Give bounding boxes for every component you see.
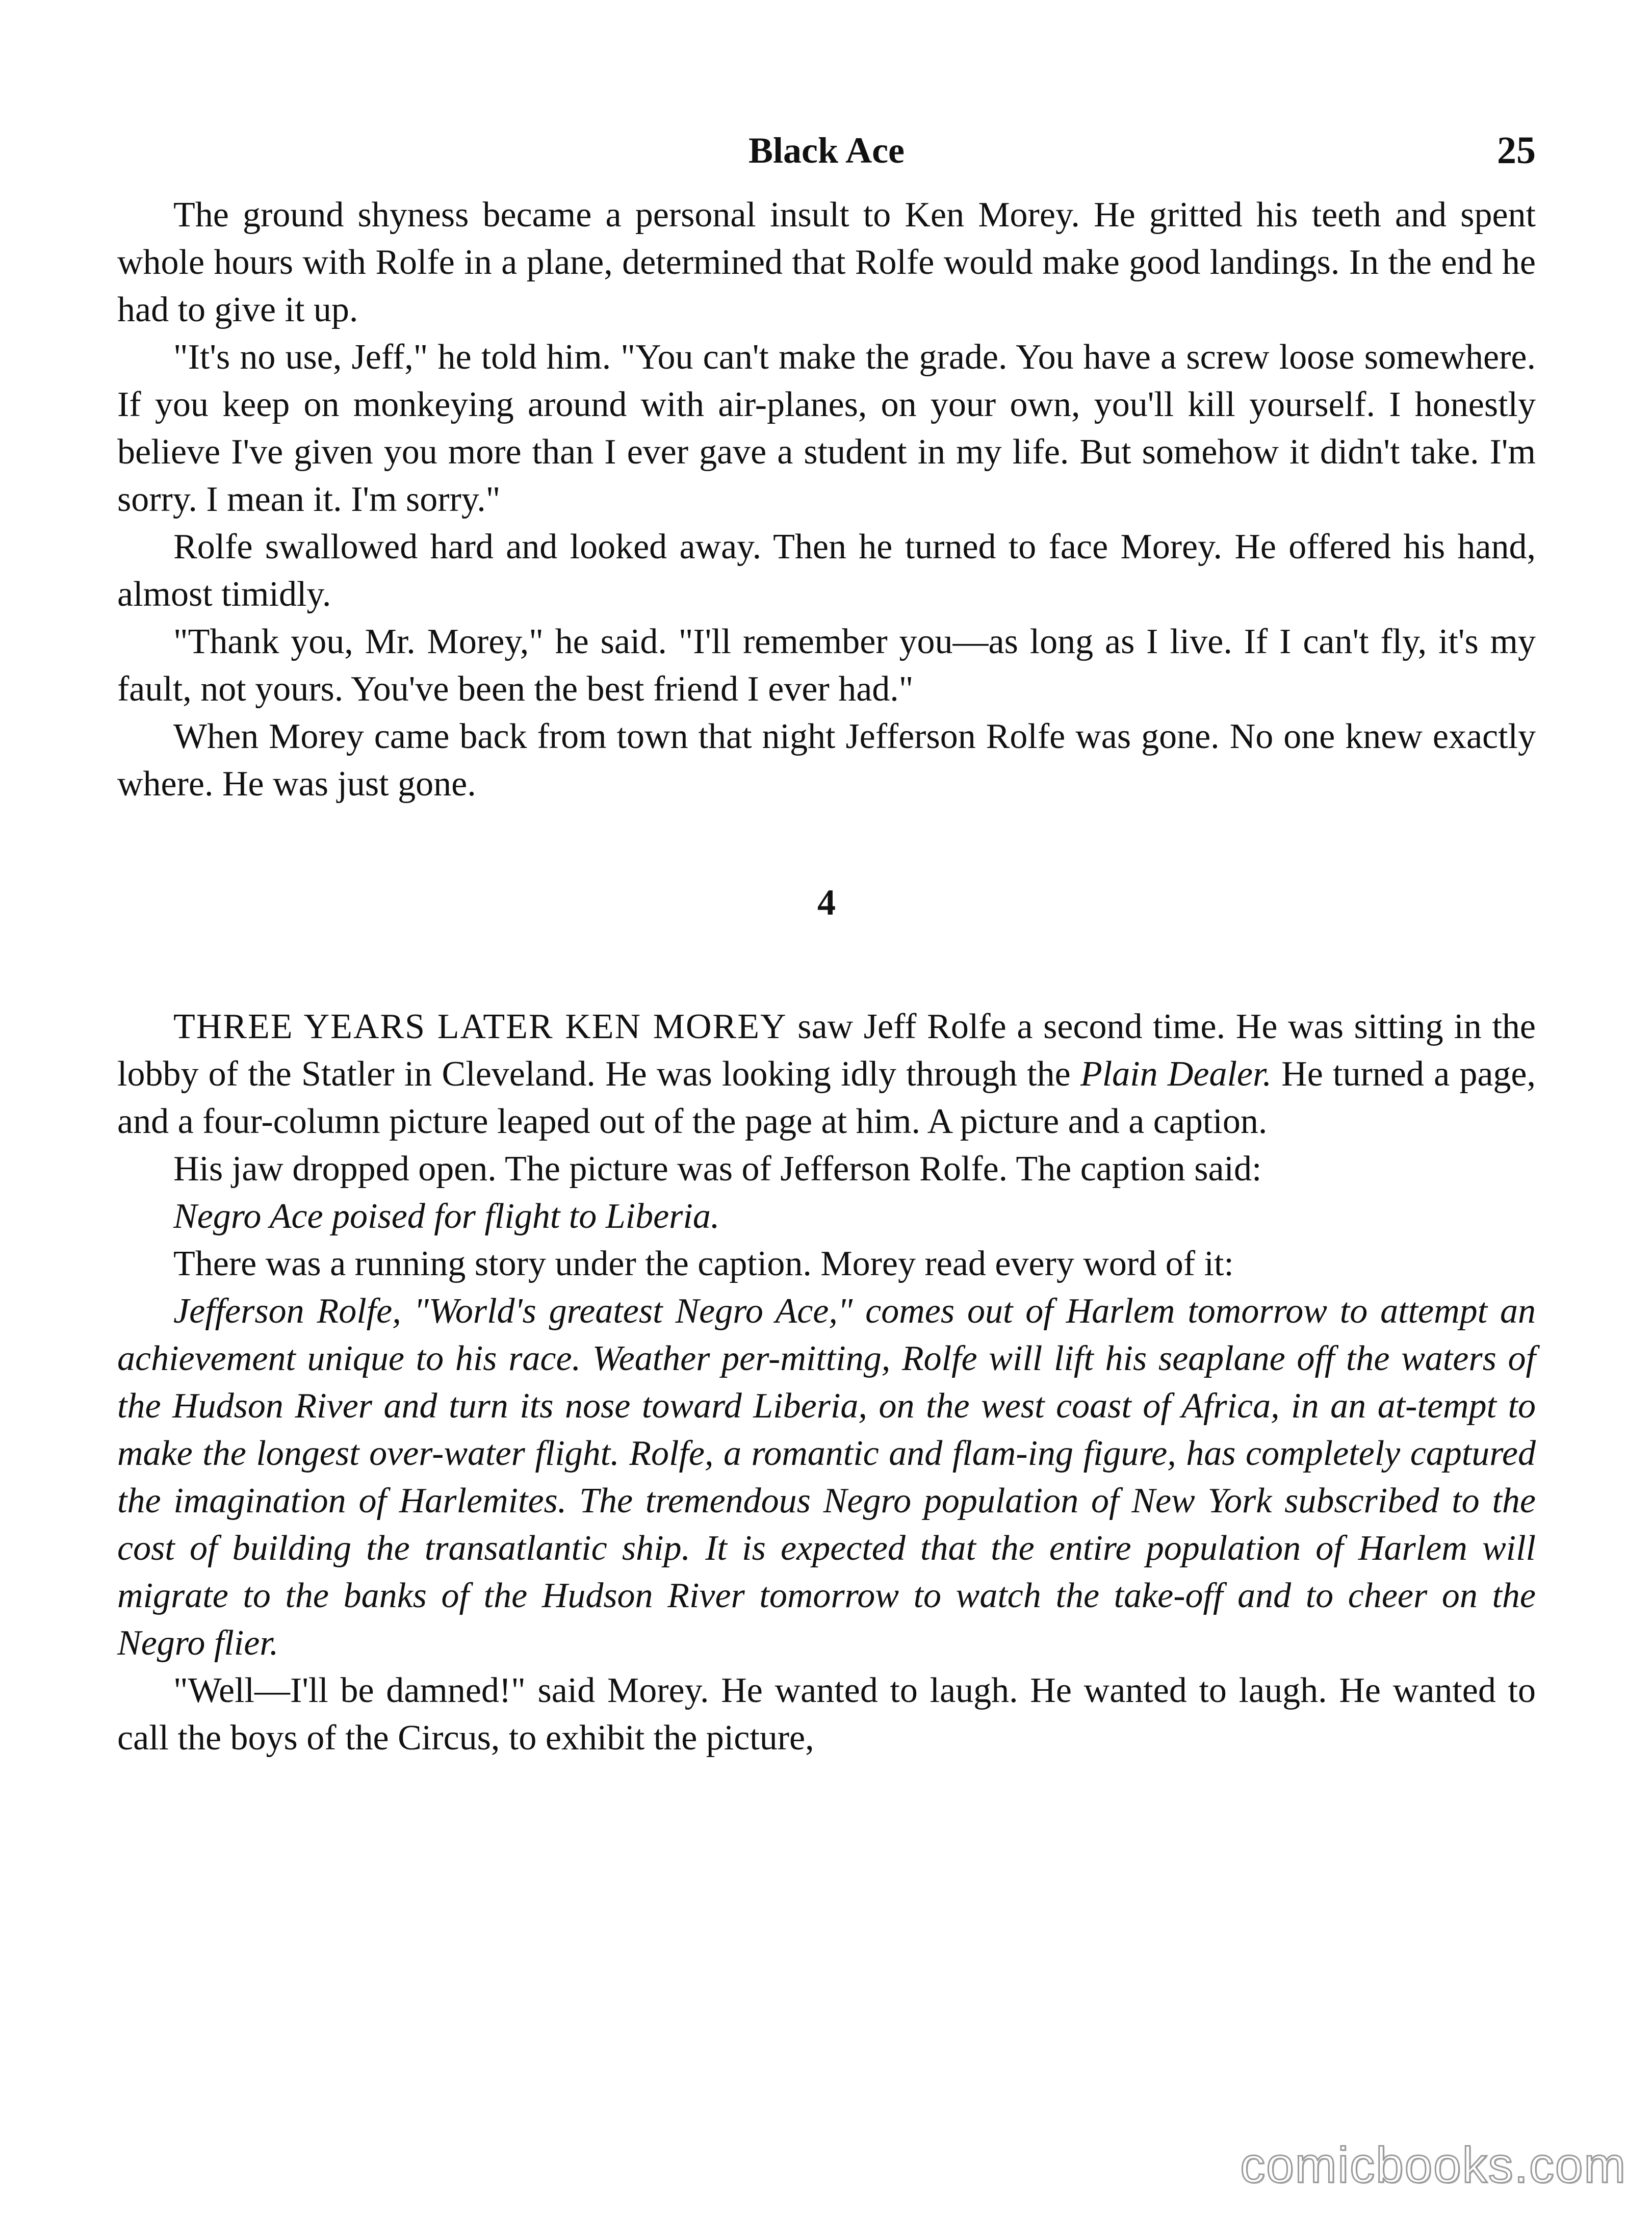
page-header (117, 122, 1536, 178)
page-number: 25 (1497, 129, 1536, 172)
paragraph: "It's no use, Jeff," he told him. "You can't make the grade. You have a screw loose somewhere. If you keep on monkeying around with air-planes, on your own, you'll kill yourself. I honestly believe I've given you more than I ever gave a student in my life. But somehow it didn't take. I'm sorry. I mean it. I'm sorry." (117, 338, 1536, 519)
paragraph: When Morey came back from town that night Jefferson Rolfe was gone. No one knew exactly where. He was just gone. (117, 717, 1536, 804)
paragraph: His jaw dropped open. The picture was of Jefferson Rolfe. The caption said: (173, 1149, 1262, 1189)
paragraph: There was a running story under the caption. Morey read every word of it: (173, 1244, 1234, 1283)
page-body (117, 191, 1536, 1762)
site-watermark: comicbooks.com (1240, 2137, 1627, 2193)
newspaper-title: Plain Dealer. (1080, 1054, 1272, 1094)
paragraph: "Well—I'll be damned!" said Morey. He wanted to laugh. He wanted to laugh. He wanted to call the boys of the Circus, to exhibit the picture, (117, 1671, 1536, 1758)
lead-caps: THREE YEARS LATER KEN MOREY (173, 1007, 787, 1046)
chapter-opening-paragraph (117, 1003, 1536, 1145)
paragraph: Rolfe swallowed hard and looked away. Then he turned to face Morey. He offered his hand, almost timidly. (117, 527, 1536, 614)
newspaper-caption: Negro Ace poised for flight to Liberia. (173, 1197, 720, 1236)
newspaper-story: Jefferson Rolfe, "World's greatest Negro Ace," comes out of Harlem tomorrow to attempt an achievement unique to his race. Weather per-mitting, Rolfe will lift his seaplane off the waters of the Hudson River and turn its nose toward Liberia, on the west coast of Africa, in an at-tempt to make the longest over-water flight. Rolfe, a romantic and flam-ing figure, has completely captured the imagination of Harlemites. The tremendous Negro population of New York subscribed to the cost of building the transatlantic ship. It is expected that the entire population of Harlem will migrate to the banks of the Hudson River tomorrow to watch the take-off and to cheer on the Negro flier. (117, 1292, 1536, 1663)
paragraph: The ground shyness became a personal insult to Ken Morey. He gritted his teeth and spent whole hours with Rolfe in a plane, determined that Rolfe would make good landings. In the end he had to give it up. (117, 195, 1536, 329)
paragraph: "Thank you, Mr. Morey," he said. "I'll remember you—as long as I live. If I can't fly, it's my fault, not yours. You've been the best friend I ever had." (117, 622, 1536, 709)
paragraph-text: He turned a page, and a four-column picture leaped out of the page at him. A picture and a caption. (117, 1054, 1536, 1141)
paragraph-text: saw Jeff Rolfe a second time. He was sitting in the lobby of the Statler in Cleveland. He was looking idly through the (117, 1007, 1536, 1094)
running-title: Black Ace (748, 130, 905, 171)
chapter-number: 4 (817, 882, 836, 923)
